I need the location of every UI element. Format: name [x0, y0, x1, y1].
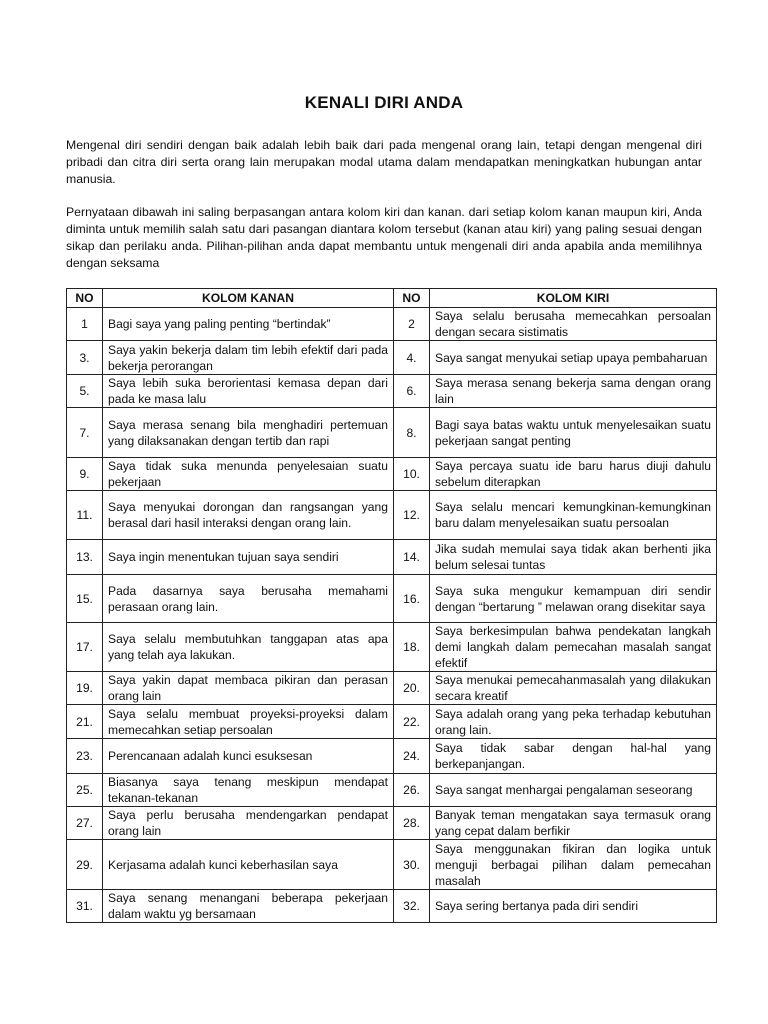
right-number-cell: 30.: [394, 840, 430, 890]
left-number-cell: 13.: [67, 540, 103, 575]
left-number-cell: 27.: [67, 807, 103, 840]
left-statement-cell: Saya yakin dapat membaca pikiran dan perasan orang lain: [103, 672, 394, 705]
left-number-cell: 19.: [67, 672, 103, 705]
left-statement-cell: Biasanya saya tenang meskipun mendapat tekanan-tekanan: [103, 774, 394, 807]
right-number-cell: 28.: [394, 807, 430, 840]
right-statement-cell: Saya merasa senang bekerja sama dengan orang lain: [430, 375, 717, 408]
statement-pairs-table: [66, 288, 717, 923]
table-row: [67, 575, 717, 623]
left-statement-cell: Saya ingin menentukan tujuan saya sendiri: [103, 540, 394, 575]
right-number-header: NO: [394, 289, 430, 308]
right-statement-cell: Saya selalu berusaha memecahkan persoalan dengan secara sistimatis: [430, 308, 717, 341]
left-statement-cell: Saya tidak suka menunda penyelesaian suatu pekerjaan: [103, 458, 394, 491]
table-row: [67, 840, 717, 890]
table-row: [67, 540, 717, 575]
table-row: [67, 408, 717, 458]
left-number-cell: 23.: [67, 739, 103, 774]
right-statement-cell: Jika sudah memulai saya tidak akan berhenti jika belum selesai tuntas: [430, 540, 717, 575]
right-statement-cell: Saya sangat menhargai pengalaman seseorang: [430, 774, 717, 807]
left-number-cell: 5.: [67, 375, 103, 408]
left-number-cell: 31.: [67, 890, 103, 923]
right-number-cell: 2: [394, 308, 430, 341]
left-statement-cell: Bagi saya yang paling penting “bertindak”: [103, 308, 394, 341]
page-title: KENALI DIRI ANDA: [304, 93, 464, 112]
table-header-row: [67, 289, 717, 308]
left-statement-cell: Saya perlu berusaha mendengarkan pendapat orang lain: [103, 807, 394, 840]
left-number-cell: 15.: [67, 575, 103, 623]
right-number-cell: 12.: [394, 491, 430, 540]
right-statement-cell: Bagi saya batas waktu untuk menyelesaikan suatu pekerjaan sangat penting: [430, 408, 717, 458]
left-number-cell: 1: [67, 308, 103, 341]
right-number-cell: 32.: [394, 890, 430, 923]
right-number-cell: 18.: [394, 623, 430, 672]
table-row: [67, 308, 717, 341]
right-statement-cell: Saya menukai pemecahanmasalah yang dilakukan secara kreatif: [430, 672, 717, 705]
right-number-cell: 24.: [394, 739, 430, 774]
left-number-cell: 25.: [67, 774, 103, 807]
right-number-cell: 6.: [394, 375, 430, 408]
left-statement-cell: Kerjasama adalah kunci keberhasilan saya: [103, 840, 394, 890]
left-statement-cell: Saya selalu membutuhkan tanggapan atas apa yang telah aya lakukan.: [103, 623, 394, 672]
right-number-cell: 4.: [394, 341, 430, 375]
right-statement-cell: Saya percaya suatu ide baru harus diuji dahulu sebelum diterapkan: [430, 458, 717, 491]
left-statement-cell: Pada dasarnya saya berusaha memahami perasaan orang lain.: [103, 575, 394, 623]
left-number-cell: 7.: [67, 408, 103, 458]
right-statement-cell: Banyak teman mengatakan saya termasuk orang yang cepat dalam berfikir: [430, 807, 717, 840]
right-number-cell: 8.: [394, 408, 430, 458]
left-number-cell: 17.: [67, 623, 103, 672]
table-row: [67, 375, 717, 408]
table-row: [67, 739, 717, 774]
right-statement-cell: Saya menggunakan fikiran dan logika untuk menguji berbagai pilihan dalam pemecahan masalah: [430, 840, 717, 890]
instruction-paragraph: Pernyataan dibawah ini saling berpasangan antara kolom kiri dan kanan. dari setiap kolom kanan maupun kiri, Anda diminta untuk memilih salah satu dari pasangan diantara kolom tersebut (kanan atau kiri) yang paling sesuai dengan sikap dan perilaku anda. Pilihan-pilihan anda dapat membantu untuk mengenali diri anda apabila anda memilihnya dengan seksama: [66, 205, 702, 270]
left-number-cell: 11.: [67, 491, 103, 540]
table-row: [67, 491, 717, 540]
right-number-cell: 22.: [394, 705, 430, 739]
right-number-cell: 14.: [394, 540, 430, 575]
left-statement-cell: Saya yakin bekerja dalam tim lebih efektif dari pada bekerja perorangan: [103, 341, 394, 375]
right-number-cell: 16.: [394, 575, 430, 623]
table-row: [67, 890, 717, 923]
right-statement-cell: Saya sering bertanya pada diri sendiri: [430, 890, 717, 923]
left-statement-cell: Saya lebih suka berorientasi kemasa depan dari pada ke masa lalu: [103, 375, 394, 408]
left-statement-cell: Perencanaan adalah kunci esuksesan: [103, 739, 394, 774]
right-statement-cell: Saya berkesimpulan bahwa pendekatan langkah demi langkah dalam pemecahan masalah sangat efektif: [430, 623, 717, 672]
left-number-header: NO: [67, 289, 103, 308]
left-column-header: KOLOM KANAN: [103, 289, 394, 308]
table-row: [67, 458, 717, 491]
left-number-cell: 9.: [67, 458, 103, 491]
table-row: [67, 623, 717, 672]
right-number-cell: 26.: [394, 774, 430, 807]
right-statement-cell: Saya suka mengukur kemampuan diri sendir dengan “bertarung ” melawan orang disekitar saya: [430, 575, 717, 623]
right-statement-cell: Saya selalu mencari kemungkinan-kemungkinan baru dalam menyelesaikan suatu persoalan: [430, 491, 717, 540]
table-row: [67, 705, 717, 739]
right-statement-cell: Saya adalah orang yang peka terhadap kebutuhan orang lain.: [430, 705, 717, 739]
right-number-cell: 10.: [394, 458, 430, 491]
left-statement-cell: Saya menyukai dorongan dan rangsangan yang berasal dari hasil interaksi dengan orang lain.: [103, 491, 394, 540]
right-number-cell: 20.: [394, 672, 430, 705]
left-number-cell: 29.: [67, 840, 103, 890]
right-statement-cell: Saya tidak sabar dengan hal-hal yang berkepanjangan.: [430, 739, 717, 774]
table-row: [67, 774, 717, 807]
left-statement-cell: Saya senang menangani beberapa pekerjaan dalam waktu yg bersamaan: [103, 890, 394, 923]
right-column-header: KOLOM KIRI: [430, 289, 717, 308]
left-statement-cell: Saya merasa senang bila menghadiri pertemuan yang dilaksanakan dengan tertib dan rapi: [103, 408, 394, 458]
table-row: [67, 341, 717, 375]
table-row: [67, 672, 717, 705]
left-number-cell: 3.: [67, 341, 103, 375]
left-number-cell: 21.: [67, 705, 103, 739]
table-row: [67, 807, 717, 840]
intro-paragraph: Mengenal diri sendiri dengan baik adalah lebih baik dari pada mengenal orang lain, tetapi dengan mengenal diri pribadi dan citra diri serta orang lain merupakan modal utama dalam mendapatkan meningkatkan hubungan antar manusia.: [66, 138, 702, 186]
left-statement-cell: Saya selalu membuat proyeksi-proyeksi dalam memecahkan setiap persoalan: [103, 705, 394, 739]
right-statement-cell: Saya sangat menyukai setiap upaya pembaharuan: [430, 341, 717, 375]
